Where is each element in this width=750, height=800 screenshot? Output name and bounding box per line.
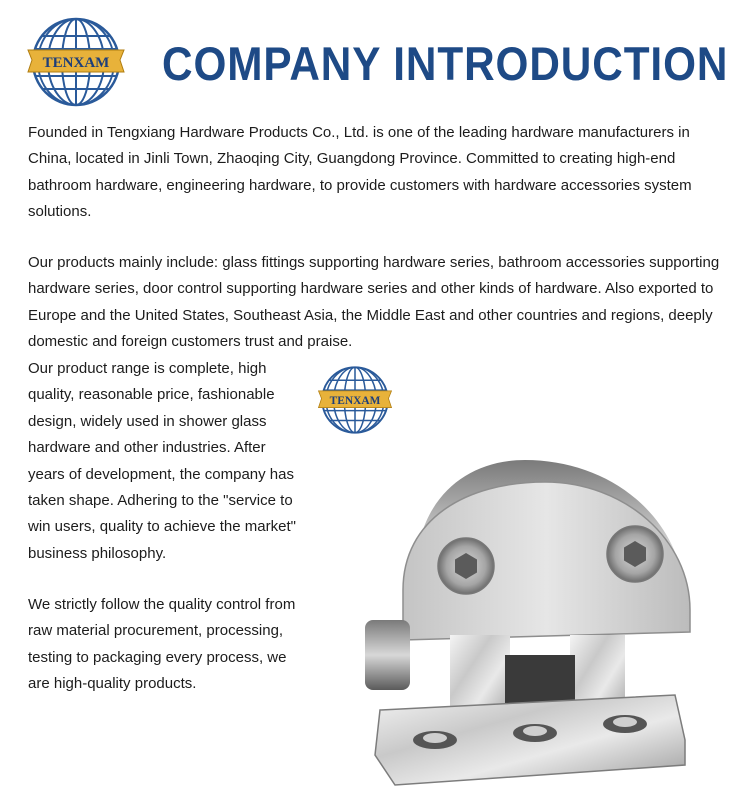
intro-paragraph-4: We strictly follow the quality control from raw material procurement, processing, testing to packaging every process, we are high-quality products. <box>28 596 296 693</box>
logo-text: TENXAM <box>42 55 110 71</box>
page-title: COMPANY INTRODUCTION <box>162 37 729 90</box>
intro-paragraph-1: Founded in Tengxiang Hardware Products Co., Ltd. is one of the leading hardware manufacturers in China, located in Jinli Town, Zhaoqing City, Guangdong Province. Committed to creating high-end bathroom hardware, engineering hardware, to provide customers with hardware accessories system solutions. <box>28 124 692 221</box>
intro-paragraph-3: Our product range is complete, high quality, reasonable price, fashionable design, widely used in shower glass hardware and other industries. After years of development, the company has taken shape. Adhering to the "service to win users, quality to achieve the market" business philosophy. <box>28 360 296 562</box>
tenxam-logo-small <box>316 365 394 435</box>
intro-paragraph-2: Our products mainly include: glass fittings supporting hardware series, bathroom accessories supporting hardware series, door control supporting hardware series and other kinds of hardware. Also exported to Europe and the United States, Southeast Asia, the Middle East and other countries and regions, deeply domestic and foreign customers trust and praise. <box>28 254 720 351</box>
glass-hinge-product-image <box>355 440 700 790</box>
logo-text-small: TENXAM <box>329 394 381 407</box>
tenxam-logo <box>26 16 126 108</box>
